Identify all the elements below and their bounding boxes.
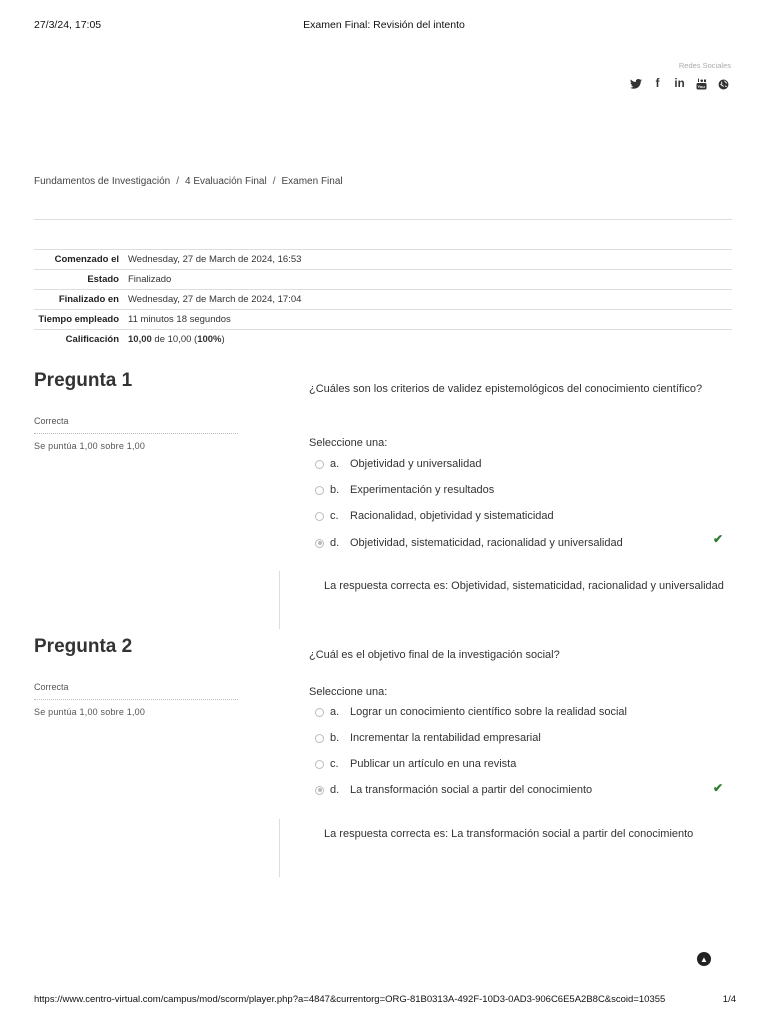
option-label: La transformación social a partir del conocimiento bbox=[350, 784, 593, 796]
linkedin-icon[interactable]: in bbox=[674, 78, 685, 90]
page-number: 1/4 bbox=[722, 994, 736, 1005]
summary-label: Comenzado el bbox=[34, 250, 128, 270]
option-d[interactable] bbox=[315, 537, 623, 549]
question-state: Correcta bbox=[34, 416, 69, 426]
option-letter: b. bbox=[330, 732, 340, 744]
question-1 bbox=[34, 370, 732, 620]
summary-value: Wednesday, 27 de March de 2024, 16:53 bbox=[128, 250, 732, 270]
divider bbox=[34, 433, 238, 434]
option-label: Experimentación y resultados bbox=[350, 484, 495, 496]
print-title: Examen Final: Revisión del intento bbox=[303, 19, 465, 31]
summary-row bbox=[34, 290, 732, 310]
option-label: Incrementar la rentabilidad empresarial bbox=[350, 732, 541, 744]
print-header bbox=[0, 0, 768, 40]
option-letter: c. bbox=[330, 510, 339, 522]
option-letter: d. bbox=[330, 784, 340, 796]
question-grade: Se puntúa 1,00 sobre 1,00 bbox=[34, 441, 146, 451]
radio-button[interactable] bbox=[315, 734, 324, 743]
correct-check-icon: ✔ bbox=[713, 532, 724, 546]
option-a[interactable] bbox=[315, 706, 627, 718]
question-prompt: Seleccione una: bbox=[309, 686, 388, 698]
facebook-icon[interactable]: f bbox=[655, 78, 660, 90]
option-label: Objetividad, sistematicidad, racionalidad y universalidad bbox=[350, 537, 623, 549]
option-letter: a. bbox=[330, 458, 340, 470]
option-letter: b. bbox=[330, 484, 340, 496]
question-2 bbox=[34, 636, 732, 886]
divider bbox=[34, 699, 238, 700]
breadcrumb-section[interactable]: 4 Evaluación Final bbox=[184, 176, 267, 187]
option-d[interactable] bbox=[315, 784, 592, 796]
breadcrumb bbox=[34, 176, 343, 187]
question-title: Pregunta 2 bbox=[34, 636, 133, 657]
summary-grade-value: 10,00 de 10,00 (100%) bbox=[128, 330, 732, 350]
svg-text:You: You bbox=[697, 84, 705, 89]
summary-label: Tiempo empleado bbox=[34, 310, 128, 330]
summary-value: Finalizado bbox=[128, 270, 732, 290]
radio-button-selected[interactable] bbox=[315, 539, 324, 548]
radio-button[interactable] bbox=[315, 708, 324, 717]
option-a[interactable] bbox=[315, 458, 481, 470]
radio-button[interactable] bbox=[315, 760, 324, 769]
option-letter: c. bbox=[330, 758, 339, 770]
option-label: Lograr un conocimiento científico sobre la realidad social bbox=[350, 706, 627, 718]
summary-value: Wednesday, 27 de March de 2024, 17:04 bbox=[128, 290, 732, 310]
summary-row bbox=[34, 250, 732, 270]
summary-label: Calificación bbox=[34, 330, 128, 350]
radio-button-selected[interactable] bbox=[315, 786, 324, 795]
radio-button[interactable] bbox=[315, 460, 324, 469]
breadcrumb-exam[interactable]: Examen Final bbox=[281, 176, 343, 187]
social-icons bbox=[629, 76, 730, 92]
youtube-icon[interactable] bbox=[695, 76, 708, 92]
breadcrumb-course[interactable]: Fundamentos de Investigación bbox=[34, 176, 171, 187]
summary-label: Finalizado en bbox=[34, 290, 128, 310]
option-b[interactable] bbox=[315, 732, 541, 744]
option-letter: a. bbox=[330, 706, 340, 718]
print-date: 27/3/24, 17:05 bbox=[34, 19, 102, 31]
correct-check-icon: ✔ bbox=[713, 781, 724, 795]
globe-icon[interactable] bbox=[717, 76, 730, 92]
summary-row bbox=[34, 330, 732, 350]
question-text: ¿Cuáles son los criterios de validez epistemológicos del conocimiento científico? bbox=[309, 383, 703, 395]
summary-row bbox=[34, 270, 732, 290]
summary-label: Estado bbox=[34, 270, 128, 290]
breadcrumb-separator: / bbox=[272, 176, 276, 187]
question-text: ¿Cuál es el objetivo final de la investigación social? bbox=[309, 649, 560, 661]
radio-button[interactable] bbox=[315, 512, 324, 521]
summary-row bbox=[34, 310, 732, 330]
option-letter: d. bbox=[330, 537, 340, 549]
feedback-box bbox=[279, 571, 732, 629]
question-state: Correcta bbox=[34, 682, 69, 692]
footer-url: https://www.centro-virtual.com/campus/mod/scorm/player.php?a=4847&currentorg=ORG-81B0313A-492F-10D3-0AD3-906C6E5A2B8C&scoid=10355 bbox=[34, 994, 666, 1005]
breadcrumb-separator: / bbox=[176, 176, 179, 187]
option-label: Publicar un artículo en una revista bbox=[350, 758, 517, 770]
twitter-icon[interactable] bbox=[629, 76, 642, 92]
divider bbox=[34, 219, 732, 220]
option-label: Racionalidad, objetividad y sistematicidad bbox=[350, 510, 554, 522]
scroll-to-top-button[interactable] bbox=[697, 952, 711, 966]
social-title: Redes Sociales bbox=[678, 61, 731, 70]
question-prompt: Seleccione una: bbox=[309, 437, 388, 449]
summary-value: 11 minutos 18 segundos bbox=[128, 310, 732, 330]
attempt-summary-table bbox=[34, 249, 732, 349]
option-c[interactable] bbox=[315, 510, 554, 522]
option-c[interactable] bbox=[315, 758, 516, 770]
feedback-text: La respuesta correcta es: Objetividad, sistematicidad, racionalidad y universalidad bbox=[324, 580, 724, 592]
feedback-box bbox=[279, 819, 732, 877]
chevron-up-icon: ▲ bbox=[700, 954, 708, 964]
question-grade: Se puntúa 1,00 sobre 1,00 bbox=[34, 707, 146, 717]
option-b[interactable] bbox=[315, 484, 494, 496]
question-title: Pregunta 1 bbox=[34, 370, 133, 391]
feedback-text: La respuesta correcta es: La transformación social a partir del conocimiento bbox=[324, 828, 694, 840]
option-label: Objetividad y universalidad bbox=[350, 458, 482, 470]
radio-button[interactable] bbox=[315, 486, 324, 495]
